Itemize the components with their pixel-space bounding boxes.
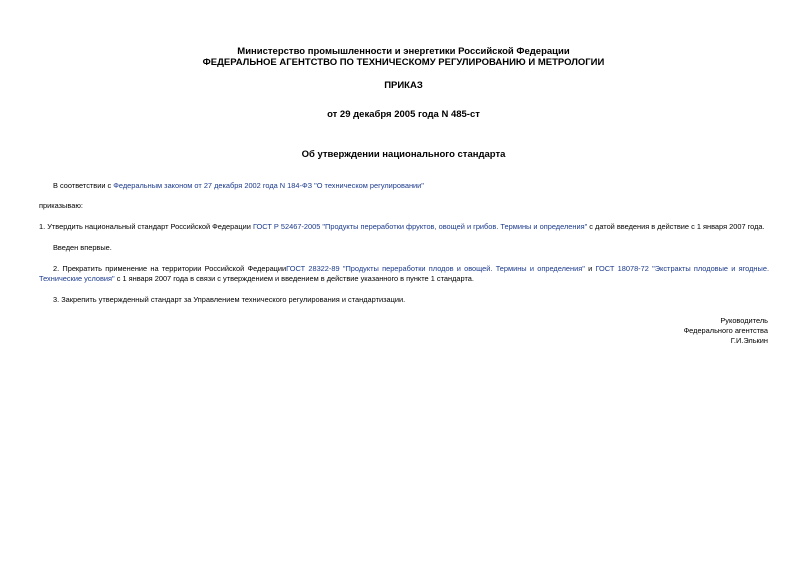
doc-type-title: ПРИКАЗ (384, 80, 423, 91)
order-word: приказываю: (39, 201, 83, 210)
intro-prefix: В соответствии с (53, 181, 114, 190)
item1-suffix: с датой введения в действие с 1 января 2007 года. (587, 222, 765, 231)
item2-prefix: 2. Прекратить применение на территории Российской Федерации (53, 264, 287, 273)
ministry-title: Министерство промышленности и энергетики Российской Федерации (237, 46, 570, 57)
gost-r-52467-link[interactable]: ГОСТ Р 52467-2005 "Продукты переработки фруктов, овощей и грибов. Термины и определения" (252, 222, 588, 231)
item3-paragraph: 3. Закрепить утвержденный стандарт за Управлением технического регулирования и стандартизации. (53, 295, 406, 304)
doc-date-number: от 29 декабря 2005 года N 485-ст (327, 109, 480, 120)
signature-name: Г.И.Элькин (730, 336, 768, 345)
signature-agency: Федерального агентства (683, 326, 768, 335)
doc-subject: Об утверждении национального стандарта (301, 149, 506, 160)
agency-title: ФЕДЕРАЛЬНОЕ АГЕНТСТВО ПО ТЕХНИЧЕСКОМУ РЕГУЛИРОВАНИЮ И МЕТРОЛОГИИ (202, 57, 605, 68)
gost-28322-link[interactable]: ГОСТ 28322-89 "Продукты переработки плодов и овощей. Термины и определения" (286, 264, 585, 273)
signature-position: Руководитель (720, 316, 768, 325)
federal-law-link[interactable]: Федеральным законом от 27 декабря 2002 года N 184-ФЗ "О техническом регулировании" (113, 181, 424, 190)
item2-suffix: с 1 января 2007 года в связи с утверждением и введением в действие указанного в пункте 1 стандарта. (114, 274, 474, 283)
item2-mid: и (584, 264, 596, 273)
intro-paragraph (53, 180, 424, 191)
gost-18078-link-cont[interactable]: Технические условия" (39, 274, 115, 283)
item2-line2 (39, 273, 474, 284)
item1-prefix: 1. Утвердить национальный стандарт Российской Федерации (39, 222, 253, 231)
introduced-first-note: Введен впервые. (53, 243, 112, 252)
gost-18078-link[interactable]: ГОСТ 18078-72 "Экстракты плодовые и ягодные. (595, 264, 769, 273)
item1-paragraph (39, 221, 765, 232)
